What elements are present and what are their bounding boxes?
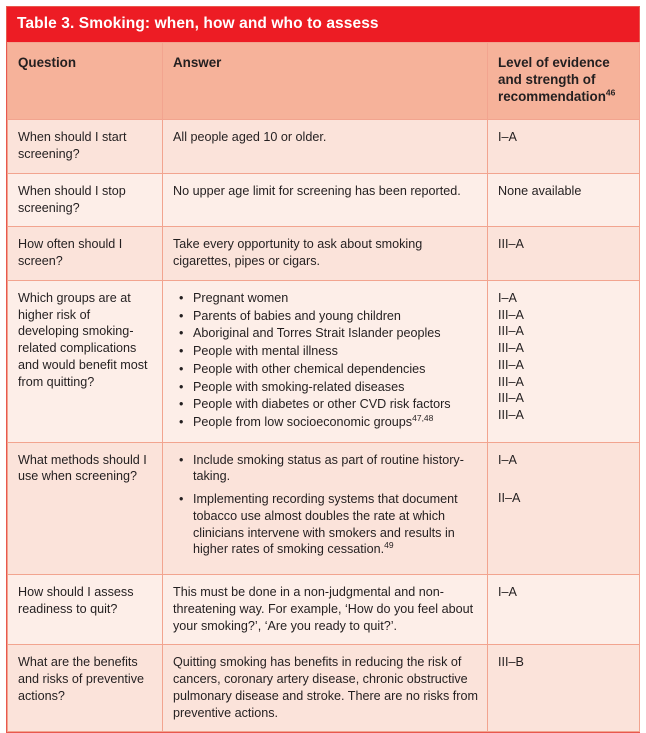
row-answer xyxy=(163,442,488,574)
evidence-item: None available xyxy=(498,183,582,198)
evidence-item: III–A xyxy=(498,341,524,356)
smoking-assessment-table xyxy=(6,6,640,733)
evidence-item: III–A xyxy=(498,324,524,339)
row-answer: All people aged 10 or older. xyxy=(163,120,488,173)
bullet-item-text: People from low socioeconomic groups xyxy=(193,415,413,430)
table-title: Table 3. Smoking: when, how and who to assess xyxy=(7,7,639,42)
evidence-item: III–A xyxy=(498,391,524,406)
row-question: Which groups are at higher risk of developing smoking-related complications and would benefit most from quitting? xyxy=(8,280,163,442)
row-answer xyxy=(163,280,488,442)
row-question: When should I start screening? xyxy=(8,120,163,173)
bullet-item: • Include smoking status as part of routine history-taking. xyxy=(193,452,478,485)
evidence-header-line2: and strength of xyxy=(498,72,596,88)
evidence-header-reference: 46 xyxy=(605,87,616,98)
row-question: How should I assess readiness to quit? xyxy=(8,575,163,645)
bullet-item xyxy=(193,491,478,558)
table-row xyxy=(8,442,640,574)
evidence-item: I–A xyxy=(498,585,517,600)
evidence-header-line1: Level of evidence xyxy=(498,55,610,70)
row-answer: Quitting smoking has benefits in reducing the risk of cancers, coronary artery disease, chronic obstructive pulmonary disease and stroke. There are no risks from preventive actions. xyxy=(163,645,488,732)
column-header-answer: Answer xyxy=(163,43,488,120)
header-row xyxy=(8,43,640,120)
bullet-item: • People with other chemical dependencies xyxy=(193,361,478,378)
bullet-item: • People with smoking-related diseases xyxy=(193,379,478,396)
evidence-item: I–A xyxy=(498,290,517,305)
answer-bullet-list xyxy=(173,290,478,431)
row-answer: No upper age limit for screening has been reported. xyxy=(163,173,488,226)
table-row xyxy=(8,173,640,226)
evidence-list xyxy=(498,452,630,507)
bullet-item: • Pregnant women xyxy=(193,290,478,307)
bullet-reference: 47,48 xyxy=(412,412,434,423)
evidence-item: III–B xyxy=(498,655,524,670)
row-evidence xyxy=(488,575,640,645)
bullet-item: • People with diabetes or other CVD risk factors xyxy=(193,396,478,413)
table-grid xyxy=(7,42,640,732)
evidence-list xyxy=(498,290,630,424)
row-question: How often should I screen? xyxy=(8,227,163,280)
row-evidence xyxy=(488,280,640,442)
evidence-item: III–A xyxy=(498,357,524,372)
answer-bullet-list xyxy=(173,452,478,558)
bullet-item: • Aboriginal and Torres Strait Islander peoples xyxy=(193,325,478,342)
row-evidence xyxy=(488,173,640,226)
bullet-item xyxy=(193,414,478,431)
row-question: When should I stop screening? xyxy=(8,173,163,226)
row-question: What are the benefits and risks of preventive actions? xyxy=(8,645,163,732)
table-row xyxy=(8,120,640,173)
column-header-question: Question xyxy=(8,43,163,120)
evidence-list xyxy=(498,654,630,671)
bullet-reference: 49 xyxy=(384,540,394,551)
row-evidence xyxy=(488,442,640,574)
row-evidence xyxy=(488,645,640,732)
evidence-header-line3: recommendation xyxy=(498,89,606,105)
evidence-item: III–A xyxy=(498,374,524,389)
evidence-list xyxy=(498,183,630,200)
evidence-list xyxy=(498,584,630,601)
row-evidence xyxy=(488,227,640,280)
table-row xyxy=(8,575,640,645)
table-row xyxy=(8,227,640,280)
bullet-item: • Parents of babies and young children xyxy=(193,308,478,325)
table-header xyxy=(8,43,640,120)
row-evidence xyxy=(488,120,640,173)
table-row xyxy=(8,645,640,732)
row-question: What methods should I use when screening? xyxy=(8,442,163,574)
row-answer: This must be done in a non-judgmental and non-threatening way. For example, ‘How do you feel about your smoking?’, ‘Are you ready to quit?’. xyxy=(163,575,488,645)
row-answer: Take every opportunity to ask about smoking cigarettes, pipes or cigars. xyxy=(163,227,488,280)
evidence-item: III–A xyxy=(498,237,524,252)
table-row xyxy=(8,280,640,442)
evidence-item: II–A xyxy=(498,491,521,506)
table-body xyxy=(8,120,640,732)
evidence-item: I–A xyxy=(498,452,517,467)
column-header-evidence xyxy=(488,43,640,120)
evidence-item: III–A xyxy=(498,408,524,423)
evidence-list xyxy=(498,236,630,253)
evidence-list xyxy=(498,129,630,146)
bullet-item-text: Implementing recording systems that document tobacco use almost doubles the rate at which clinicians intervene with smokers and results in higher rates of smoking cessation. xyxy=(193,492,458,557)
evidence-item: III–A xyxy=(498,307,524,322)
bullet-item: • People with mental illness xyxy=(193,343,478,360)
evidence-item: I–A xyxy=(498,130,517,145)
